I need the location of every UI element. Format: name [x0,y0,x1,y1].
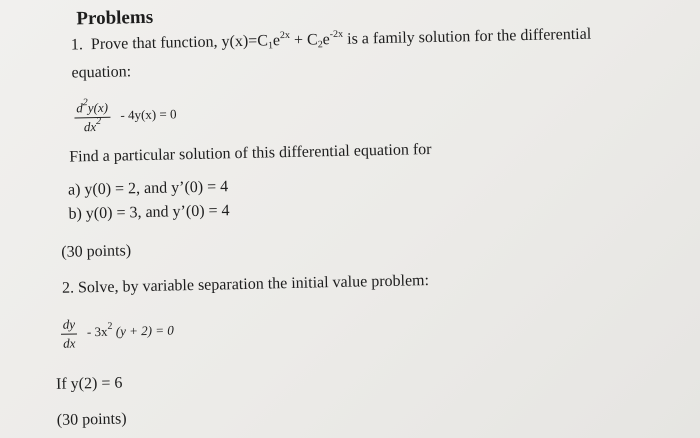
equation-2-numerator: dy [61,316,78,334]
problem-1-text: Prove that function, y(x)=C [90,32,269,54]
equation-1-numerator: $d^2y(x)$ [74,100,110,119]
equation-2-denominator: dx [63,335,76,351]
equation-1-denominator: $dx^2$ [83,115,102,135]
problem-1-number: 1. [70,36,84,54]
equation-2-fraction [61,316,78,351]
problem-2-statement: 2. Solve, by variable separation the initial value problem: [61,272,430,297]
problem-1-statement [71,26,592,55]
equation-1-rest: - 4y(x) = 0 [120,106,177,123]
problem-1-line-2: equation: [71,63,132,82]
problem-1-text-end: is a family solution for the differential [342,25,592,48]
exponent-2: -2x [329,28,344,41]
plus-c2: + C [289,31,318,49]
problem-2-points: (30 points) [56,410,127,429]
equation-2-rest: - $3x^2$ (y + 2) = 0 [86,320,174,340]
subscript-1: 1 [267,40,274,52]
exp-base-1: e [272,32,281,50]
page-title: Problems [76,6,154,30]
equation-1-fraction [74,97,110,136]
problem-1-points: (30 points) [61,242,132,261]
subscript-2: 2 [317,39,323,51]
initial-condition: If y(2) = 6 [55,374,123,393]
exp-base-2: e [322,31,331,49]
condition-b: b) y(0) = 3, and y’(0) = 4 [68,202,230,223]
condition-a: a) y(0) = 2, and y’(0) = 4 [67,178,229,199]
exponent-1: 2x [279,29,291,42]
find-instruction: Find a particular solution of this differential equation for [69,140,432,166]
